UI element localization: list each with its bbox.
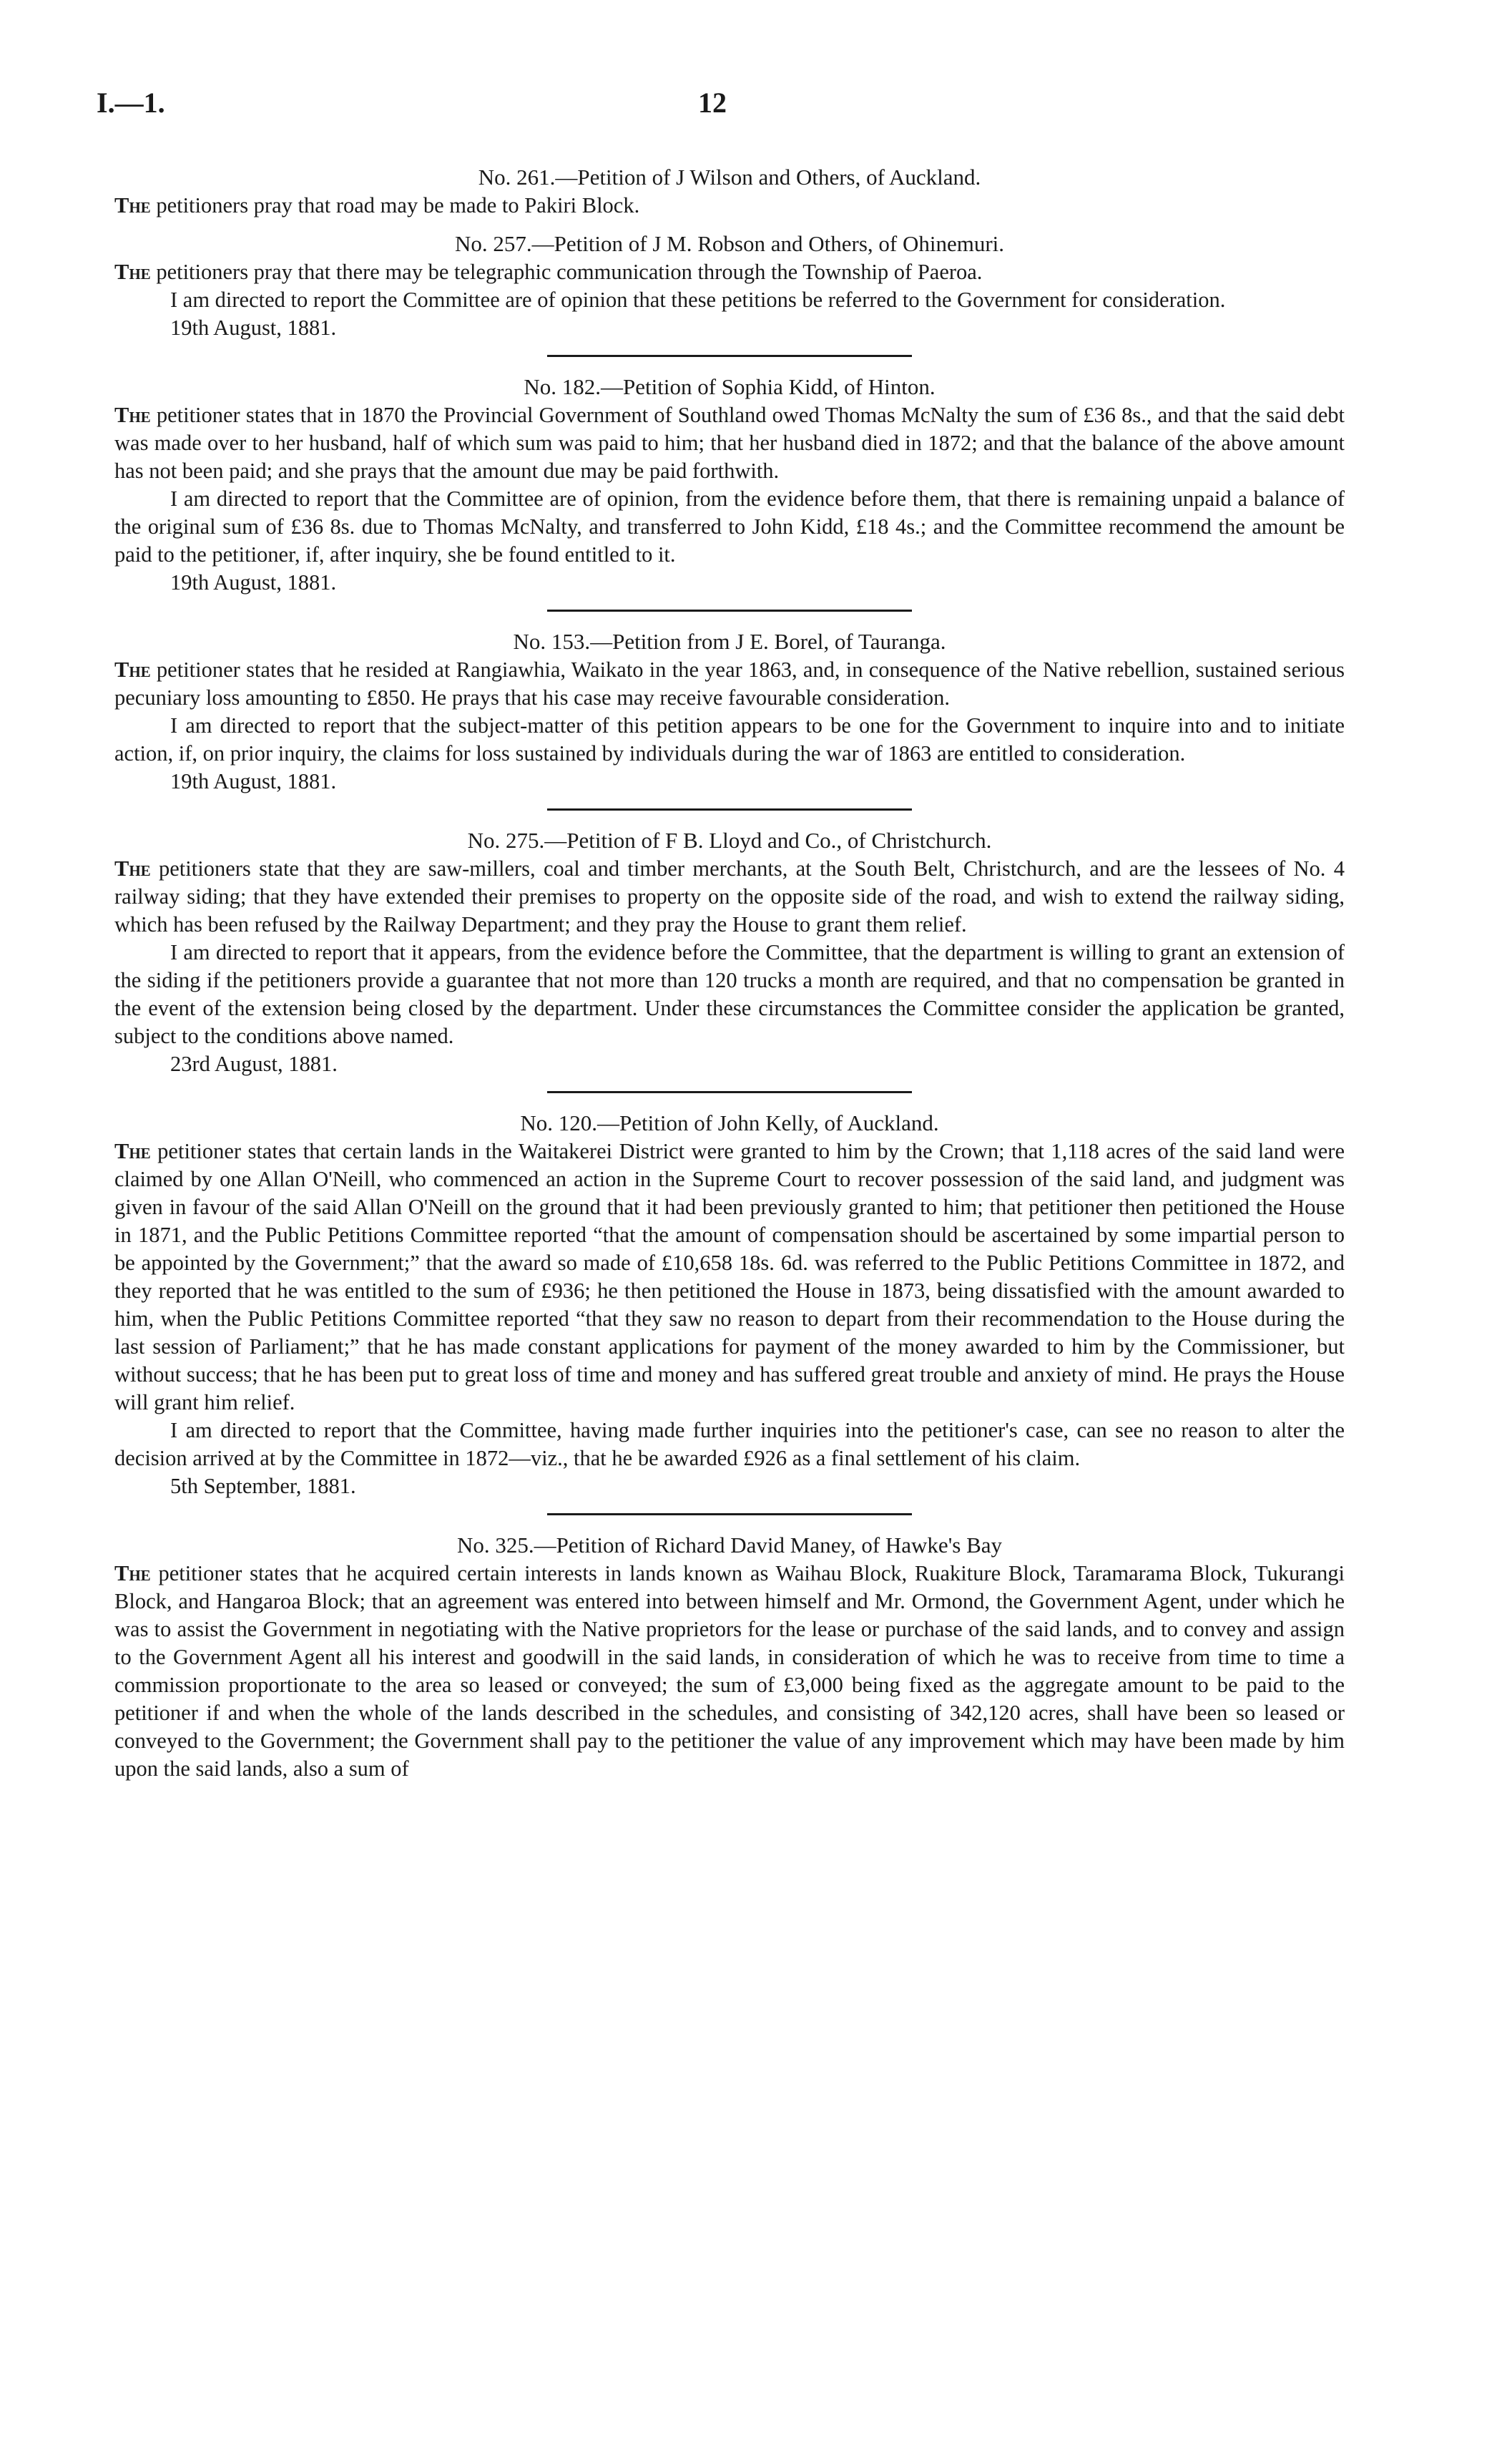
lead-word: The	[114, 1561, 151, 1585]
lead-word: The	[114, 657, 151, 682]
petition-paragraph	[114, 192, 1345, 220]
petition-paragraph	[114, 401, 1345, 485]
petition-title: No. 257.—Petition of J M. Robson and Others, of Ohinemuri.	[454, 231, 1005, 256]
lead-word: The	[114, 856, 151, 881]
petition-325	[114, 1531, 1345, 1783]
paragraph-text: petitioners pray that road may be made to Pakiri Block.	[150, 193, 640, 217]
report-paragraph: I am directed to report that the Committee, having made further inquiries into the petitioner's case, can see no reason to alter the decision arrived at by the Committee in 1872—viz., that he be awarded £926 as a final settlement of his claim.	[114, 1418, 1345, 1470]
paragraph-text: petitioners state that they are saw-millers, coal and timber merchants, at the South Belt, Christchurch, and are the lessees of No. 4 railway siding; that they have extended their premises to property on the opposite side of the road, and wish to extend the railway siding, which has been refused by the Railway Department; and they pray the House to grant them relief.	[114, 856, 1345, 937]
lead-word: The	[114, 260, 151, 284]
report-paragraph: I am directed to report that it appears, from the evidence before the Committee, that the department is willing to grant an extension of the siding if the petitioners provide a guarantee that not more than 120 trucks a month are required, and that no compensation be granted in the event of the extension being closed by the department. Under these circumstances the Committee consider the application be granted, subject to the conditions above named.	[114, 940, 1345, 1048]
document-body	[114, 163, 1345, 1783]
section-divider	[547, 1091, 912, 1093]
petition-title: No. 325.—Petition of Richard David Maney, of Hawke's Bay	[456, 1532, 1003, 1558]
section-divider	[547, 1513, 912, 1515]
paragraph-text: petitioner states that certain lands in the Waitakerei District were granted to him by the Crown; that 1,118 acres of the said land were claimed by one Allan O'Neill, who commenced an action in the Supreme Court to recover possession of the said land, and judgment was given in favour of the said Allan O'Neill on the ground that it had been previously granted to him; that petitioner then petitioned the House in 1871, and the Public Petitions Committee reported “that the amount of compensation should be ascertained by some impartial person to be appointed by the Government;” that the award so made of £10,658 18s. 6d. was referred to the Public Petitions Committee in 1872, and they reported that he was entitled to the sum of £936; he then petitioned the House in 1873, being dissatisfied with the amount awarded to him, when the Public Petitions Committee reported “that they saw no reason to depart from their recommendation to the House during the last session of Parliament;” that he has made constant applications for payment of the money awarded to him by the Commissioner, but without success; that he has been put to great loss of time and money and has suffered great trouble and anxiety of mind. He prays the House will grant him relief.	[114, 1139, 1345, 1414]
petition-title: No. 261.—Petition of J Wilson and Others, of Auckland.	[478, 165, 981, 190]
paragraph-text: petitioner states that in 1870 the Provincial Government of Southland owed Thomas McNalty the sum of £36 8s., and that the said debt was made over to her husband, half of which sum was paid to him; that her husband died in 1872; and that the balance of the above amount has not been paid; and she prays that the amount due may be paid forthwith.	[114, 403, 1345, 483]
page-number: 12	[698, 87, 727, 119]
section-divider	[547, 808, 912, 811]
petition-paragraph	[114, 656, 1345, 712]
petition-title: No. 275.—Petition of F B. Lloyd and Co., of Christchurch.	[467, 828, 992, 853]
petition-title: No. 153.—Petition from J E. Borel, of Tauranga.	[513, 629, 946, 654]
petition-title: No. 182.—Petition of Sophia Kidd, of Hinton.	[524, 374, 936, 399]
section-divider	[547, 610, 912, 612]
petition-paragraph	[114, 1138, 1345, 1417]
petition-title: No. 120.—Petition of John Kelly, of Auckland.	[520, 1110, 939, 1135]
section-divider	[547, 355, 912, 357]
petition-153	[114, 627, 1345, 796]
paragraph-text: petitioner states that he resided at Rangiawhia, Waikato in the year 1863, and, in consequence of the Native rebellion, sustained serious pecuniary loss amounting to £850. He prays that his case may receive favourable consideration.	[114, 657, 1345, 710]
report-date: 19th August, 1881.	[170, 570, 337, 595]
paragraph-text: petitioner states that he acquired certain interests in lands known as Waihau Block, Ruakiture Block, Taramarama Block, Tukurangi Block, and Hangaroa Block; that an agreement was entered into between himself and Mr. Ormond, the Government Agent, under which he was to assist the Government in negotiating with the Native proprietors for the lease or purchase of the said lands, and to convey and assign to the Government Agent all his interest and goodwill in the said lands, in consideration of which he was to receive from time to time a commission proportionate to the area so leased or conveyed; the sum of £3,000 being fixed as the aggregate amount to be paid to the petitioner if and when the whole of the lands described in the schedules, and consisting of 342,120 acres, shall have been so leased or conveyed to the Government; the Government shall pay to the petitioner the value of any improvement which may have been made by him upon the said lands, also a sum of	[114, 1561, 1345, 1781]
petition-257	[114, 230, 1345, 342]
petition-paragraph	[114, 855, 1345, 939]
document-reference: I.—1.	[97, 87, 165, 119]
petition-120	[114, 1109, 1345, 1500]
petition-275	[114, 826, 1345, 1078]
paragraph-text: petitioners pray that there may be telegraphic communication through the Township of Paeroa.	[150, 260, 983, 284]
report-date: 19th August, 1881.	[170, 316, 337, 340]
report-paragraph: I am directed to report that the Committee are of opinion, from the evidence before them, that there is remaining unpaid a balance of the original sum of £36 8s. due to Thomas McNalty, and transferred to John Kidd, £18 4s.; and the Committee recommend the amount be paid to the petitioner, if, after inquiry, she be found entitled to it.	[114, 487, 1345, 567]
lead-word: The	[114, 403, 151, 427]
petition-paragraph	[114, 1560, 1345, 1783]
report-date: 19th August, 1881.	[170, 769, 337, 793]
petition-261	[114, 163, 1345, 220]
report-date: 5th September, 1881.	[170, 1474, 356, 1498]
lead-word: The	[114, 193, 151, 217]
report-date: 23rd August, 1881.	[170, 1052, 338, 1076]
report-paragraph: I am directed to report that the subject-matter of this petition appears to be one for the Government to inquire into and to initiate action, if, on prior inquiry, the claims for loss sustained by individuals during the war of 1863 are entitled to consideration.	[114, 713, 1345, 766]
petition-paragraph	[114, 258, 1345, 286]
report-paragraph: I am directed to report the Committee are of opinion that these petitions be referred to the Government for consideration.	[170, 288, 1226, 312]
lead-word: The	[114, 1139, 151, 1163]
petition-182	[114, 373, 1345, 597]
